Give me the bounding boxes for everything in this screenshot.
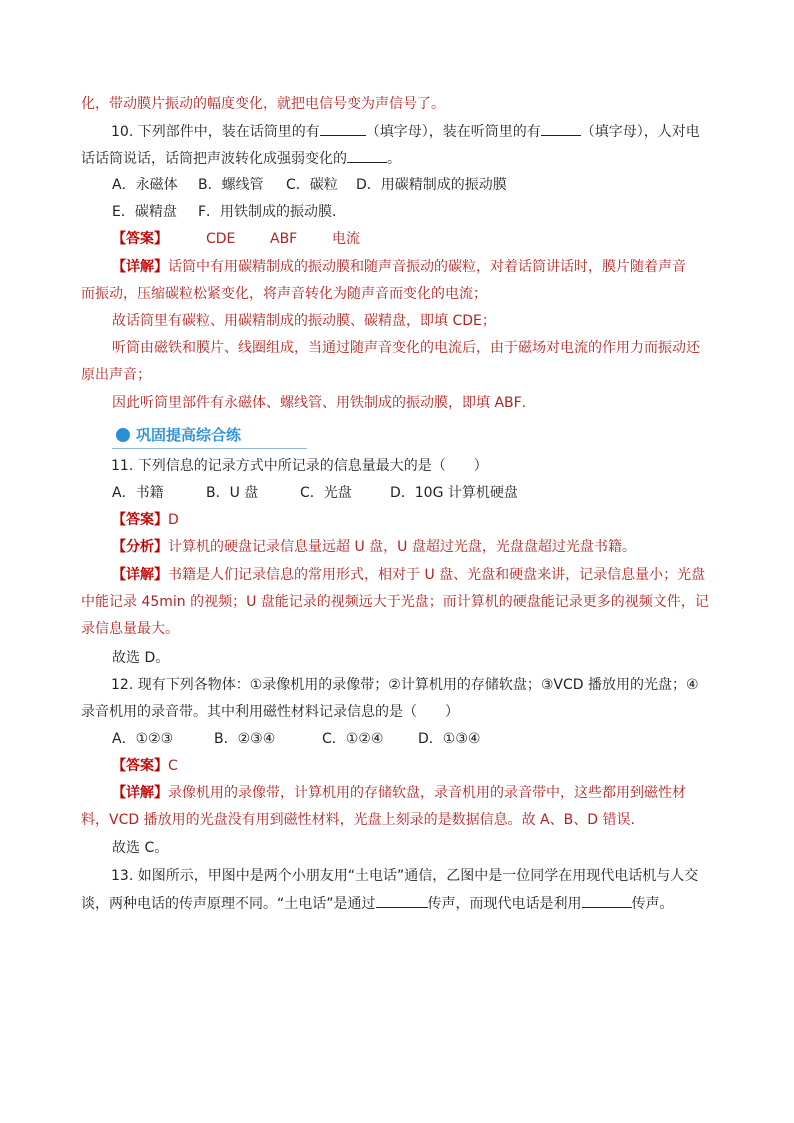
q11-analysis-tag: 【分析】 — [112, 539, 168, 555]
q10-answer-line — [112, 229, 360, 249]
q11-answer-tag: 【答案】 — [112, 512, 168, 528]
q10-option-d: D．用碳精制成的振动膜 — [356, 177, 507, 193]
q9-tail-text: 化，带动膜片振动的幅度变化，就把电信号变为声信号了。 — [81, 96, 445, 112]
q12-detail-tag: 【详解】 — [112, 785, 168, 801]
q10-text-c: （填字母），人对电 — [580, 124, 700, 140]
q10-detail-line2: 而振动，压缩碳粒松紧变化，将声音转化为随声音而变化的电流； — [81, 286, 487, 302]
q12-detail-text1: 录像机用的录像带，计算机用的存储软盘，录音机用的录音带中，这些都用到磁性材 — [168, 785, 686, 801]
q12-detail-line2: 料，VCD 播放用的光盘没有用到磁性材料，光盘上刻录的是数据信息。故 A、B、D 错误. — [81, 812, 635, 828]
q10-line2-a: 话话筒说话，话筒把声波转化成强弱变化的 — [81, 151, 347, 167]
q12-option-d: D．①③④ — [418, 731, 481, 747]
q11-answer-line — [112, 510, 179, 530]
q10-question-line1 — [111, 121, 700, 141]
q11-detail-line2: 中能记录 45min 的视频；U 盘能记录的视频远大于光盘；而计算机的硬盘能记录更多的视频文件，记 — [81, 594, 709, 610]
q11-detail-tag: 【详解】 — [112, 567, 168, 583]
section-header — [112, 424, 307, 449]
q12-options — [112, 729, 480, 749]
q11-analysis-line — [112, 537, 636, 557]
q13-blank-2 — [582, 893, 632, 908]
q13-line2-b: 传声，而现代电话是利用 — [427, 896, 582, 912]
q10-option-a: A．永磁体 — [112, 177, 178, 193]
q10-text-a: 10. 下列部件中，装在话筒里的有 — [111, 124, 320, 140]
q10-answer-3: 电流 — [332, 231, 360, 247]
q12-question-line2: 录音机用的录音带。其中利用磁性材料记录信息的是（ ） — [81, 704, 459, 720]
q10-option-e: E．碳精盘 — [112, 204, 177, 220]
q13-line2-a: 谈，两种电话的传声原理不同。“土电话”是通过 — [81, 896, 376, 912]
q10-blank-1 — [320, 121, 366, 136]
q11-options — [112, 483, 518, 503]
q12-answer-tag: 【答案】 — [112, 758, 168, 774]
q10-detail-text1: 话筒中有用碳精制成的振动膜和随声音振动的碳粒，对着话筒讲话时，膜片随着声音 — [168, 259, 686, 275]
q11-option-b: B．U 盘 — [206, 485, 259, 501]
q13-question-line2 — [81, 893, 674, 913]
q10-text-b: （填字母），装在听筒里的有 — [365, 124, 541, 140]
q11-detail-text1: 书籍是人们记录信息的常用形式，相对于 U 盘、光盘和硬盘来讲，记录信息量小；光盘 — [168, 567, 706, 583]
bullet-circle-icon — [116, 428, 130, 442]
q11-conclusion: 故选 D。 — [112, 650, 170, 666]
q10-answer-2: ABF — [270, 231, 298, 247]
q13-blank-1 — [376, 893, 428, 908]
q12-answer: C — [168, 758, 178, 774]
q10-detail-line3: 故话筒里有碳粒、用碳精制成的振动膜、碳精盘，即填 CDE； — [112, 313, 496, 329]
q10-answer-1: CDE — [206, 231, 236, 247]
q12-question-line1: 12. 现有下列各物体：①录像机用的录像带；②计算机用的存储软盘；③VCD 播放用的光盘；④ — [111, 677, 699, 693]
q10-question-line2 — [81, 148, 401, 168]
q10-detail-line4: 听筒由磁铁和膜片、线圈组成，当通过随声音变化的电流后，由于磁场对电流的作用力而振动还 — [112, 340, 700, 356]
q11-answer: D — [168, 512, 179, 528]
q10-line2-b: 。 — [387, 151, 401, 167]
q10-detail-line5: 原出声音； — [81, 367, 151, 383]
q12-answer-line — [112, 756, 178, 776]
q12-option-a: A．①②③ — [112, 731, 174, 747]
q11-option-d: D．10G 计算机硬盘 — [390, 485, 518, 501]
q11-option-c: C．光盘 — [300, 485, 352, 501]
q11-detail-line1 — [112, 565, 705, 585]
q12-option-c: C．①②④ — [322, 731, 384, 747]
q12-detail-line1 — [112, 783, 686, 803]
q10-option-f: F．用铁制成的振动膜． — [198, 204, 347, 220]
q11-detail-line3: 录信息量最大。 — [81, 621, 179, 637]
q12-option-b: B．②③④ — [214, 731, 276, 747]
q10-options-row1 — [112, 175, 507, 195]
q11-question: 11. 下列信息的记录方式中所记录的信息量最大的是（ ） — [111, 458, 488, 474]
q10-answer-tag: 【答案】 — [112, 231, 168, 247]
q12-conclusion: 故选 C。 — [112, 840, 169, 856]
q11-analysis: 计算机的硬盘记录信息量远超 U 盘，U 盘超过光盘，光盘盘超过光盘书籍。 — [168, 539, 636, 555]
q11-option-a: A．书籍 — [112, 485, 164, 501]
q10-blank-3 — [347, 148, 387, 163]
q13-line2-c: 传声。 — [631, 896, 674, 912]
q10-blank-2 — [541, 121, 581, 136]
q10-detail-tag: 【详解】 — [112, 259, 168, 275]
section-title: 巩固提高综合练 — [136, 426, 242, 444]
q10-detail-line6: 因此听筒里部件有永磁体、螺线管、用铁制成的振动膜，即填 ABF． — [112, 395, 536, 411]
q10-detail-line1 — [112, 257, 686, 277]
q13-question-line1: 13. 如图所示，甲图中是两个小朋友用“土电话”通信，乙图中是一位同学在用现代电话机与人交 — [111, 868, 699, 884]
q10-option-b: B．螺线管 — [198, 177, 264, 193]
q10-options-row2 — [112, 202, 346, 222]
q10-option-c: C．碳粒 — [286, 177, 338, 193]
